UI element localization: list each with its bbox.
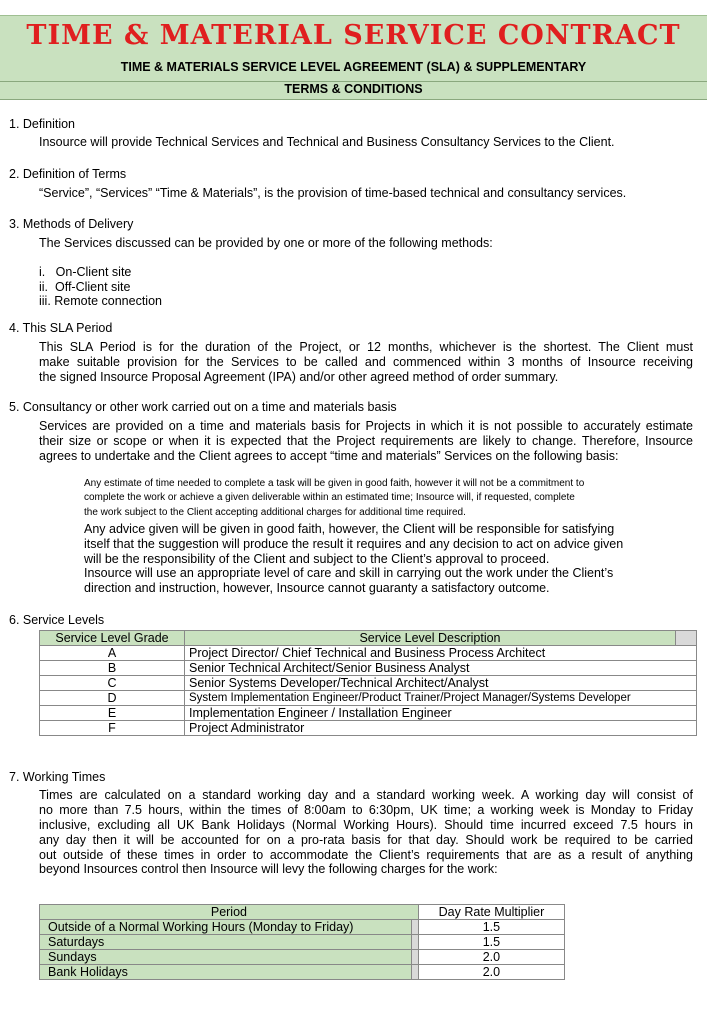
delivery-method-item: ii. Off-Client site: [39, 280, 131, 294]
service-level-table: [39, 630, 697, 736]
overtime-rate-table: [39, 904, 565, 980]
document-title: TIME & MATERIAL SERVICE CONTRACT: [26, 20, 681, 51]
rate-cell: 2.0: [418, 950, 564, 965]
section-2-heading: 2. Definition of Terms: [9, 167, 127, 181]
table-row: [40, 721, 697, 736]
advice-line: will be the responsibility of the Client and subject to the Client’s approval to proceed.: [84, 552, 550, 566]
period-cell: Saturdays: [40, 935, 412, 950]
period-cell: Outside of a Normal Working Hours (Monday to Friday): [40, 920, 412, 935]
section-6-heading: 6. Service Levels: [9, 613, 105, 627]
rate-cell: 2.0: [418, 965, 564, 980]
gap-cell: [411, 920, 418, 935]
description-cell: Senior Technical Architect/Senior Business Analyst: [185, 661, 697, 676]
table-row: [40, 691, 697, 706]
section-7-line: inclusive, excluding all UK Bank Holidays (Normal Working Hours). Should time incurred exceed 7.5 hours in: [39, 818, 693, 832]
section-5-heading: 5. Consultancy or other work carried out on a time and materials basis: [9, 400, 397, 414]
period-cell: Sundays: [40, 950, 412, 965]
rate-cell: 1.5: [418, 935, 564, 950]
grade-cell: E: [40, 706, 185, 721]
description-cell: Implementation Engineer / Installation Engineer: [185, 706, 697, 721]
section-5-line: Services are provided on a time and materials basis for Projects in which it is not possible to accurately estimate: [39, 419, 693, 433]
section-7-heading: 7. Working Times: [9, 770, 106, 784]
grade-cell: B: [40, 661, 185, 676]
table-row: [40, 706, 697, 721]
description-cell: Project Director/ Chief Technical and Business Process Architect: [185, 646, 697, 661]
table-header-row: [40, 905, 565, 920]
period-cell: Bank Holidays: [40, 965, 412, 980]
care-line: direction and instruction, however, Insource cannot guaranty a satisfactory outcome.: [84, 581, 550, 595]
estimate-note-line: the work subject to the Client accepting additional charges for additional time required.: [84, 507, 466, 518]
delivery-method-item: i. On-Client site: [39, 265, 132, 279]
grade-cell: C: [40, 676, 185, 691]
section-5-line: agrees to undertake and the Client agrees to accept “time and materials” Services on the following basis:: [39, 449, 619, 463]
header-shade-cell: [676, 631, 697, 646]
estimate-note-line: complete the work or achieve a given deliverable within an estimated time; Insource will, if requested, complete: [84, 492, 575, 503]
document-subtitle: TIME & MATERIALS SERVICE LEVEL AGREEMENT (SLA) & SUPPLEMENTARY: [120, 60, 587, 74]
gap-cell: [411, 965, 418, 980]
section-7-line: no more than 7.5 hours, within the times of 8:00am to 6:30pm, UK time; a working week is Monday to Friday: [39, 803, 693, 817]
advice-line: Any advice given will be given in good faith, however, the Client will be responsible for satisfying: [84, 522, 615, 536]
table-row: [40, 950, 565, 965]
column-header-description: Service Level Description: [185, 631, 676, 646]
section-4-line: the signed Insource Proposal Agreement (IPA) and/or other agreed method of order summary.: [39, 370, 559, 384]
advice-line: itself that the suggestion will produce the result it requires and any decision to act on advice given: [84, 537, 624, 551]
estimate-note-line: Any estimate of time needed to complete a task will be given in good faith, however it will not be a commitment to: [84, 478, 585, 489]
section-1-text: Insource will provide Technical Services and Technical and Business Consultancy Services to the Client.: [39, 135, 615, 149]
gap-cell: [411, 950, 418, 965]
delivery-method-item: iii. Remote connection: [39, 294, 162, 308]
section-4-line: This SLA Period is for the duration of the Project, or 12 months, whichever is the shortest. The Client must: [39, 340, 693, 354]
section-7-line: Times are calculated on a standard working day and a standard working week. A working day will consist of: [39, 788, 693, 802]
section-7-line: beyond Insources control then Insource will levy the following charges for the work:: [39, 862, 498, 876]
grade-cell: A: [40, 646, 185, 661]
gap-cell: [411, 935, 418, 950]
column-header-grade: Service Level Grade: [40, 631, 185, 646]
description-cell: Project Administrator: [185, 721, 697, 736]
section-5-line: their size or scope or when it is expected that the Project requirements are likely to change. Therefore, Insource: [39, 434, 693, 448]
grade-cell: F: [40, 721, 185, 736]
section-4-heading: 4. This SLA Period: [9, 321, 113, 335]
table-header-row: [40, 631, 697, 646]
section-1-heading: 1. Definition: [9, 117, 76, 131]
description-cell: Senior Systems Developer/Technical Architect/Analyst: [185, 676, 697, 691]
terms-title: TERMS & CONDITIONS: [284, 82, 423, 96]
section-7-line: out outside of these times in order to accommodate the Client’s requirements that are as a result of anything: [39, 848, 693, 862]
section-3-heading: 3. Methods of Delivery: [9, 217, 134, 231]
table-row: [40, 920, 565, 935]
description-cell: System Implementation Engineer/Product Trainer/Project Manager/Systems Developer: [185, 691, 697, 706]
table-row: [40, 965, 565, 980]
section-2-text: “Service”, “Services” “Time & Materials”, is the provision of time-based technical and consultancy services.: [39, 186, 627, 200]
table-row: [40, 935, 565, 950]
table-row: [40, 661, 697, 676]
grade-cell: D: [40, 691, 185, 706]
rate-cell: 1.5: [418, 920, 564, 935]
section-3-text: The Services discussed can be provided by one or more of the following methods:: [39, 236, 493, 250]
column-header-rate: Day Rate Multiplier: [418, 905, 564, 920]
section-7-line: any day then it will be accounted for on a pro-rata basis for that day. Should work be required to be carried: [39, 833, 693, 847]
section-4-line: make suitable provision for the Services to be called and commenced within 3 months of Insource receiving: [39, 355, 693, 369]
table-row: [40, 676, 697, 691]
table-row: [40, 646, 697, 661]
care-line: Insource will use an appropriate level of care and skill in carrying out the work under the Client’s: [84, 566, 614, 580]
column-header-period: Period: [40, 905, 419, 920]
